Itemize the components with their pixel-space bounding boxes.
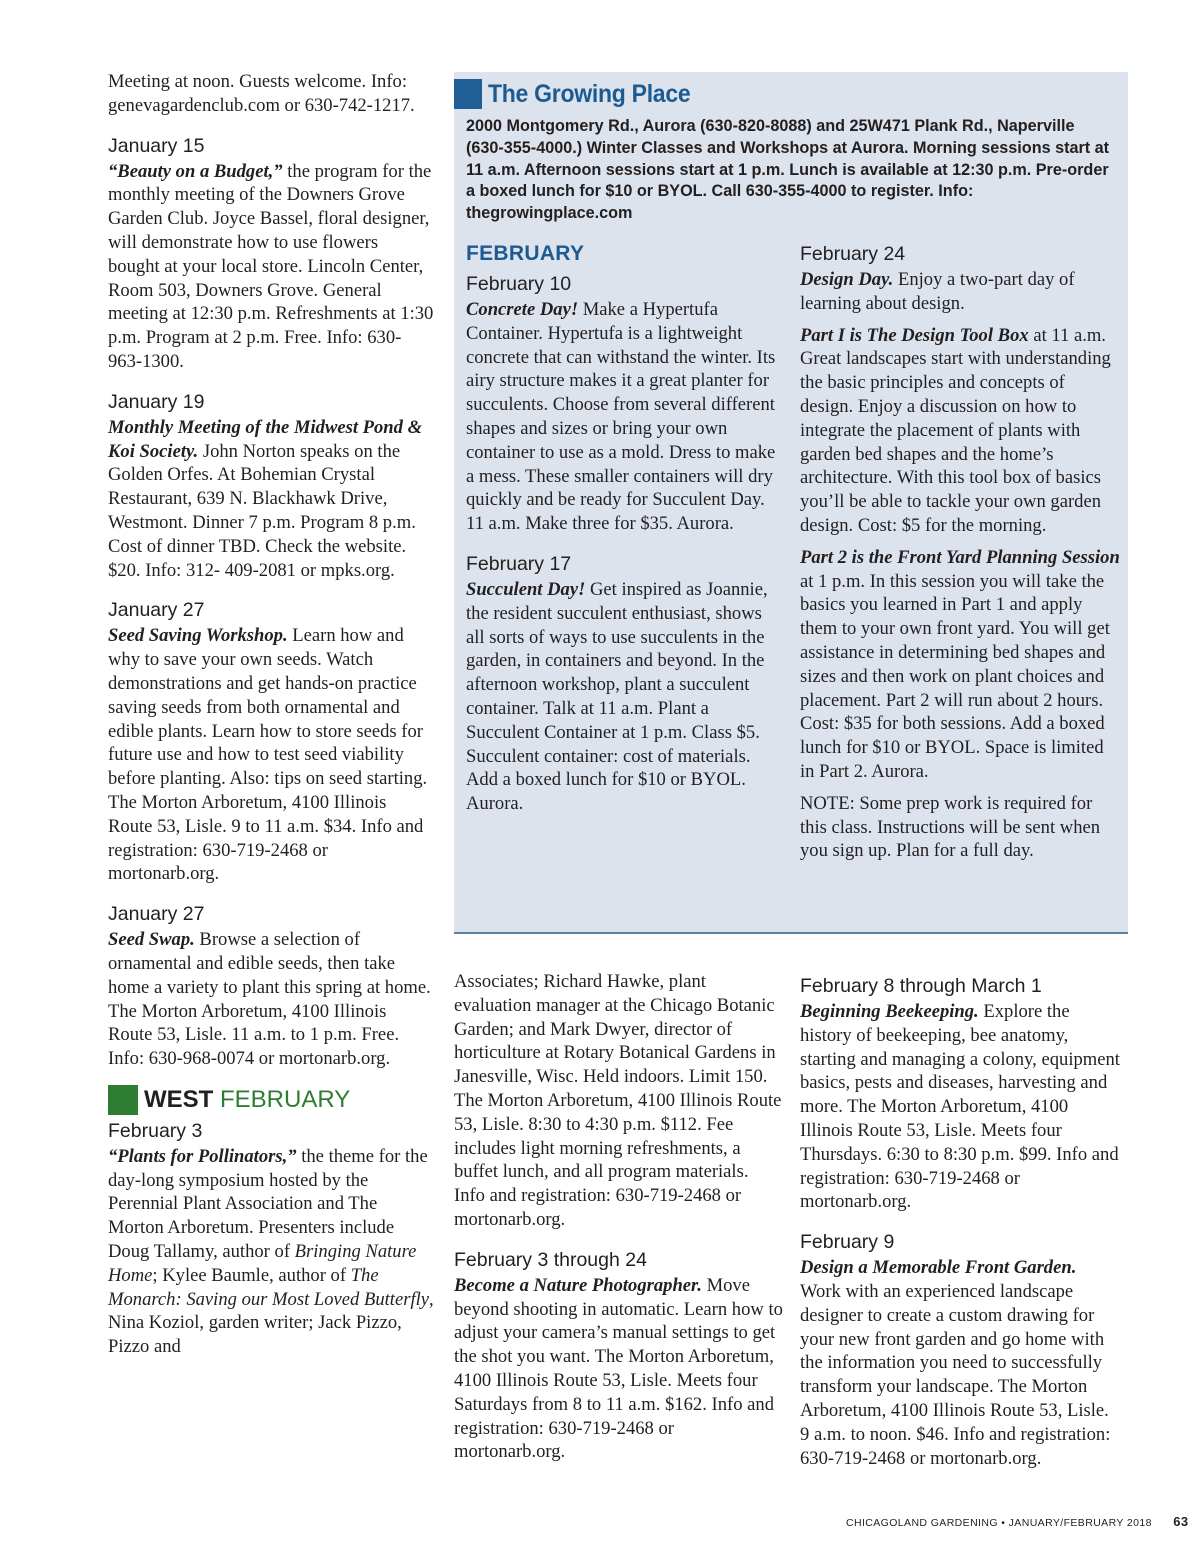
event-description	[466, 298, 782, 536]
event-title: Seed Saving Workshop.	[108, 625, 288, 647]
event-jan19	[108, 390, 434, 583]
event-body: the theme for the day-long symposium hosted by the Perennial Plant Association and The Morton Arboretum. Presenters include Doug Tallamy, author of	[108, 1145, 428, 1263]
magazine-name: CHICAGOLAND GARDENING	[846, 1517, 998, 1529]
symposium-continuation: Associates; Richard Hawke, plant evaluation manager at the Chicago Botanic Garden; and Mark Dwyer, director of horticulture at Rotary Botanical Gardens in Janesville, Wisc. Held indoors. Limit 150. The Morton Arboretum, 4100 Illinois Route 53, Lisle. 8:30 to 4:30 p.m. $112. Fee includes light morning refreshments, a buffet lunch, and all program materials. Info and registration: 630-719-2468 or mortonarb.org.	[454, 971, 782, 1230]
issue-date: JANUARY/FEBRUARY 2018	[1008, 1517, 1152, 1529]
book-title: Bringing Nature Home	[108, 1241, 417, 1286]
event-title: Beginning Beekeeping.	[800, 1001, 979, 1022]
event-jan15	[108, 134, 434, 374]
event-date: February 24	[800, 243, 906, 265]
event-description	[800, 1000, 1120, 1214]
page-number: 63	[1173, 1514, 1189, 1529]
right-bottom-column	[800, 970, 1120, 1470]
event-body: ; Kylee Baumle, author of	[152, 1264, 351, 1286]
event-title: Design a Memorable Front Garden.	[800, 1257, 1077, 1279]
event-body: Get inspired as Joannie, the resident succulent enthusiast, shows all sorts of ways to use succulents in the garden, in containers and beyond. In the afternoon workshop, plant a succulent container. Talk at 11 a.m. Plant a Succulent Container at 1 p.m. Class $5. Succulent container: cost of materials. Add a boxed lunch for $10 or BYOL. Aurora.	[466, 578, 768, 815]
event-feb17	[466, 552, 782, 816]
sidebar-month-heading: FEBRUARY	[466, 242, 585, 265]
west-heading-text	[144, 1086, 350, 1114]
part1-title: Part I is The Design Tool Box	[800, 324, 1029, 346]
event-description	[466, 578, 782, 816]
event-note: NOTE: Some prep work is required for this class. Instructions will be sent when you sign up. Plan for a full day.	[800, 792, 1101, 862]
event-title: Design Day.	[800, 269, 894, 290]
event-date: January 19	[108, 390, 205, 413]
event-body: Learn how and why to save your own seeds. Watch demonstrations and get hands-on practice saving seeds from both ornamental and edible plants. Learn how to store seeds for future use and how to test seed viability before planting. Also: tips on seed starting. The Morton Arboretum, 4100 Illinois Route 53, Lisle. 9 to 11 a.m. $34. Info and registration: 630-719-2468 or mortonarb.org.	[108, 625, 428, 885]
event-description	[108, 928, 434, 1071]
section-marker-square	[454, 79, 482, 109]
sidebar-column-a	[466, 238, 782, 816]
event-title: Become a Nature Photographer.	[454, 1274, 702, 1296]
event-feb24	[800, 242, 1122, 863]
event-description	[800, 1256, 1120, 1470]
event-description	[108, 416, 434, 583]
event-description	[800, 268, 1122, 316]
event-feb9-front-garden	[800, 1230, 1120, 1470]
event-date: February 9	[800, 1231, 895, 1254]
sidebar-header	[454, 78, 708, 110]
left-column	[108, 70, 434, 1359]
sidebar-column-b	[800, 238, 1122, 863]
event-body: the program for the monthly meeting of the Downers Grove Garden Club. Joyce Bassel, floral designer, will demonstrate how to use flowers bought at your local store. Lincoln Center, Room 503, Downers Grove. General meeting at 12:30 p.m. Refreshments at 1:30 p.m. Program at 2 p.m. Free. Info: 630-963-1300.	[108, 160, 434, 372]
event-body: Move beyond shooting in automatic. Learn how to adjust your camera’s manual settings to get the shot you want. The Morton Arboretum, 4100 Illinois Route 53, Lisle. Meets four Saturdays from 8 to 11 a.m. $162. Info and registration: 630-719-2468 or mortonarb.org.	[454, 1274, 783, 1463]
part2-title: Part 2 is the Front Yard Planning Session	[800, 546, 1120, 568]
event-title: Monthly Meeting of the Midwest Pond & Koi Society.	[108, 416, 423, 462]
event-jan27-swap	[108, 902, 434, 1071]
event-description	[108, 624, 434, 886]
west-february-heading	[108, 1085, 434, 1115]
event-body: , Nina Koziol, garden writer; Jack Pizzo, Pizzo and	[108, 1288, 434, 1358]
event-date: February 8 through March 1	[800, 975, 1042, 997]
event-feb8-beekeeping	[800, 974, 1120, 1214]
book-title: The Monarch: Saving our Most Loved Butterfly	[108, 1264, 430, 1310]
left-intro-text: Meeting at noon. Guests welcome. Info: genevagardenclub.com or 630-742-1217.	[108, 71, 415, 116]
event-body: Work with an experienced landscape designer to create a custom drawing for your new front garden and go home with the information you need to successfully transform your landscape. The Morton Arboretum, 4100 Illinois Route 53, Lisle. 9 a.m. to noon. $46. Info and registration: 630-719-2468 or mortonarb.org.	[800, 1280, 1111, 1469]
event-body: Explore the history of beekeeping, bee anatomy, starting and managing a colony, equipment basics, pests and diseases, harvesting and more. The Morton Arboretum, 4100 Illinois Route 53, Lisle. Meets four Thursdays. 6:30 to 8:30 p.m. $99. Info and registration: 630-719-2468 or mortonarb.org.	[800, 1001, 1120, 1213]
event-title: Concrete Day!	[466, 299, 579, 320]
sidebar-intro: 2000 Montgomery Rd., Aurora (630-820-8088) and 25W471 Plank Rd., Naperville (630-355-4000.) Winter Classes and Workshops at Aurora. Morning sessions start at 11 a.m. Afternoon sessions start at 1 p.m. Lunch is available at 12:30 p.m. Pre-order a boxed lunch for $10 or BYOL. Call 630-355-4000 to register. Info: thegrowingplace.com	[466, 117, 1110, 223]
event-title: “Beauty on a Budget,”	[108, 160, 283, 182]
page-footer	[846, 1514, 1189, 1529]
event-body: Make a Hypertufa Container. Hypertufa is a lightweight concrete that can withstand the winter. Its airy structure makes it a great planter for succulents. Choose from several different shapes and sizes or bring your own container to use as a mold. Dress to make a mess. These smaller containers will dry quickly and be ready for Succulent Day. 11 a.m. Make three for $35. Aurora.	[466, 299, 776, 535]
event-title: Seed Swap.	[108, 929, 195, 951]
event-part1	[800, 324, 1122, 538]
event-feb3-photographer	[454, 1248, 784, 1464]
west-heading-bold: WEST	[144, 1085, 214, 1113]
event-date: February 17	[466, 552, 572, 575]
event-date: January 27	[108, 903, 205, 926]
event-date: February 3	[108, 1119, 203, 1142]
west-heading-rest: FEBRUARY	[213, 1085, 351, 1113]
event-description	[454, 1274, 784, 1464]
event-body: John Norton speaks on the Golden Orfes. At Bohemian Crystal Restaurant, 639 N. Blackhawk Drive, Westmont. Dinner 7 p.m. Program 8 p.m. Cost of dinner TBD. Check the website. $20. Info: 312- 409-2081 or mpks.org.	[108, 440, 416, 581]
event-date: February 3 through 24	[454, 1248, 647, 1271]
event-body: Browse a selection of ornamental and edible seeds, then take home a variety to plant this spring at home. The Morton Arboretum, 4100 Illinois Route 53, Lisle. 11 a.m. to 1 p.m. Free. Info: 630-968-0074 or mortonarb.org.	[108, 929, 431, 1070]
event-body: Enjoy a two-part day of learning about design.	[800, 269, 1075, 314]
part1-body: at 11 a.m. Great landscapes start with understanding the basic principles and concepts of design. Enjoy a discussion on how to integrate the placement of plants with garden bed shapes and the home’s architecture. With this tool box of basics you’ll be able to tackle your own garden design. Cost: $5 for the morning.	[800, 324, 1111, 536]
event-feb3-symposium	[108, 1119, 434, 1359]
event-description	[108, 1145, 434, 1359]
growing-place-sidebar	[454, 72, 1128, 934]
event-description	[108, 160, 434, 374]
sidebar-title: The Growing Place	[488, 79, 691, 108]
event-date: January 27	[108, 599, 205, 622]
middle-bottom-column	[454, 970, 784, 1464]
event-title: “Plants for Pollinators,”	[108, 1145, 297, 1167]
event-title: Succulent Day!	[466, 578, 586, 600]
event-jan27-workshop	[108, 598, 434, 886]
event-date: January 15	[108, 134, 205, 157]
part2-body: at 1 p.m. In this session you will take the basics you learned in Part 1 and apply them to your own front yard. You will get assistance in determining bed shapes and sizes and then work on plant choices and placement. Part 2 will run about 2 hours. Cost: $35 for both sessions. Add a boxed lunch for $10 or BYOL. Space is limited in Part 2. Aurora.	[800, 570, 1110, 782]
footer-separator: •	[1001, 1517, 1006, 1529]
section-marker-square	[108, 1085, 138, 1115]
event-date: February 10	[466, 273, 572, 295]
event-feb10	[466, 272, 782, 536]
event-part2	[800, 546, 1122, 784]
